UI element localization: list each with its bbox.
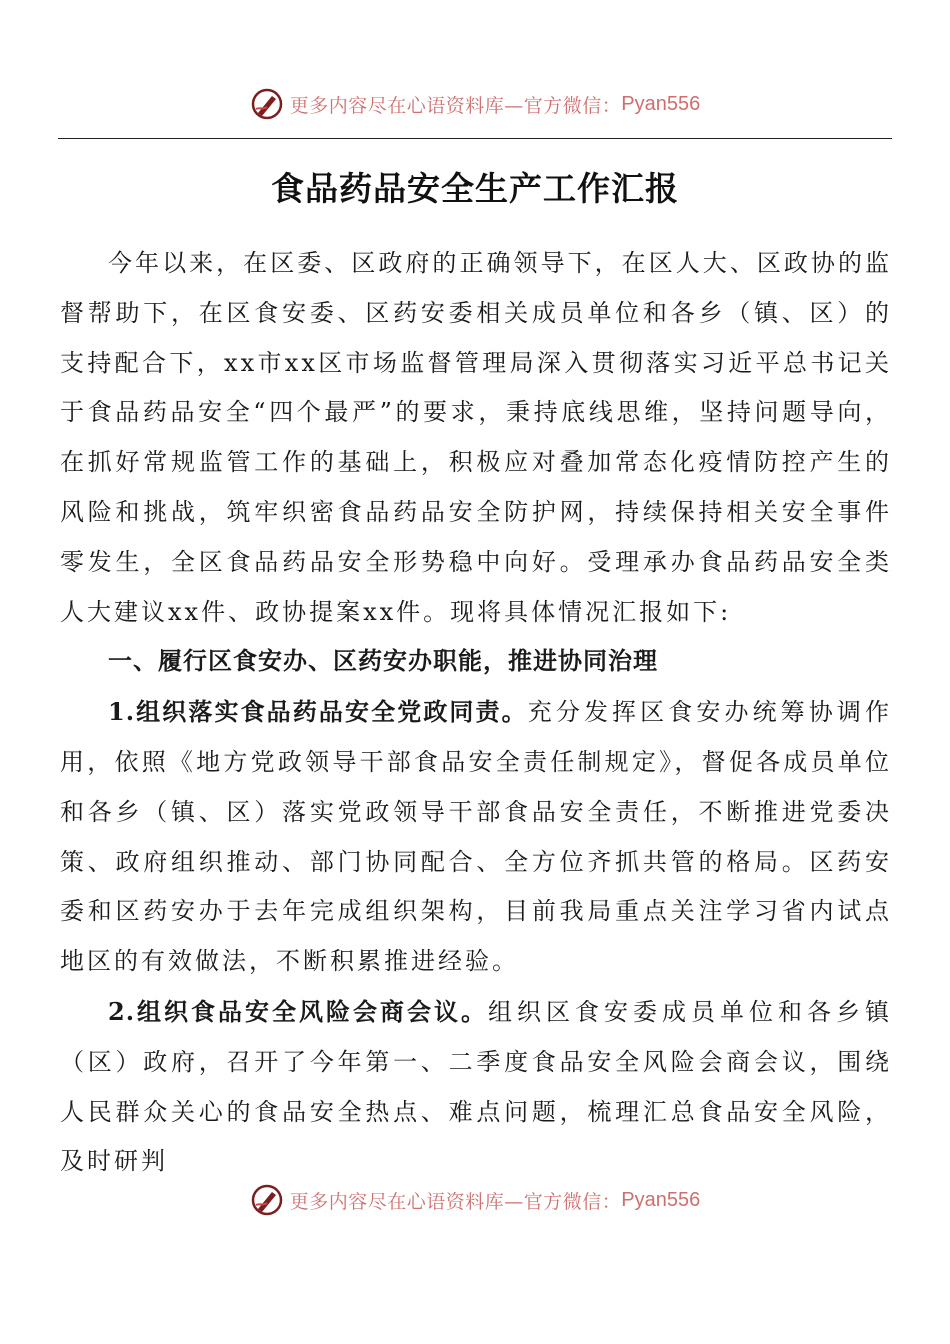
watermark-wechat-id: Pyan556: [621, 92, 701, 115]
item-lead-1: 1.组织落实食品药品安全党政同责。: [108, 697, 528, 727]
item-paragraph-2: [60, 987, 892, 1187]
item-lead-2: 2.组织食品安全风险会商会议。: [108, 996, 489, 1026]
header-divider: [58, 138, 892, 139]
document-body: [60, 239, 892, 1187]
intro-paragraph: 今年以来，在区委、区政府的正确领导下，在区人大、区政协的监督帮助下，在区食安委、区药安委相关成员单位和各乡（镇、区）的支持配合下，xx市xx区市场监督管理局深入贯彻落实习近平总书记关于食品药品安全“四个最严”的要求，秉持底线思维，坚持问题导向，在抓好常规监管工作的基础上，积极应对叠加常态化疫情防控产生的风险和挑战，筑牢织密食品药品安全防护网，持续保持相关安全事件零发生，全区食品药品安全形势稳中向好。受理承办食品药品安全类人大建议xx件、政协提案xx件。现将具体情况汇报如下:: [60, 249, 892, 626]
item-text-2: 组织区食安委成员单位和各乡镇（区）政府，召开了今年第一、二季度食品安全风险会商会议，围绕人民群众关心的食品安全热点、难点问题，梳理汇总食品安全风险，及时研判: [60, 997, 893, 1176]
section-heading: 一、履行区食安办、区药安办职能，推进协同治理: [108, 647, 658, 676]
footer-watermark: [0, 1180, 950, 1220]
item-text-1: 充分发挥区食安办统筹协调作用，依照《地方党政领导干部食品安全责任制规定》，督促各成员单位和各乡（镇、区）落实党政领导干部食品安全责任，不断推进党委决策、政府组织推动、部门协同配合、全方位齐抓共管的格局。区药安委和区药安办于去年完成组织架构，目前我局重点关注学习省内试点地区的有效做法，不断积累推进经验。: [60, 698, 892, 976]
watermark-text: 更多内容尽在心语资料库—官方微信：: [289, 94, 622, 117]
pen-logo-icon: [250, 1183, 284, 1217]
header-watermark: [0, 84, 950, 124]
page-title: 食品药品安全生产工作汇报: [271, 169, 679, 208]
pen-logo-icon: [250, 87, 284, 121]
item-paragraph-1: [60, 687, 892, 987]
watermark-text: 更多内容尽在心语资料库—官方微信：: [289, 1190, 622, 1213]
watermark-wechat-id: Pyan556: [621, 1188, 701, 1211]
